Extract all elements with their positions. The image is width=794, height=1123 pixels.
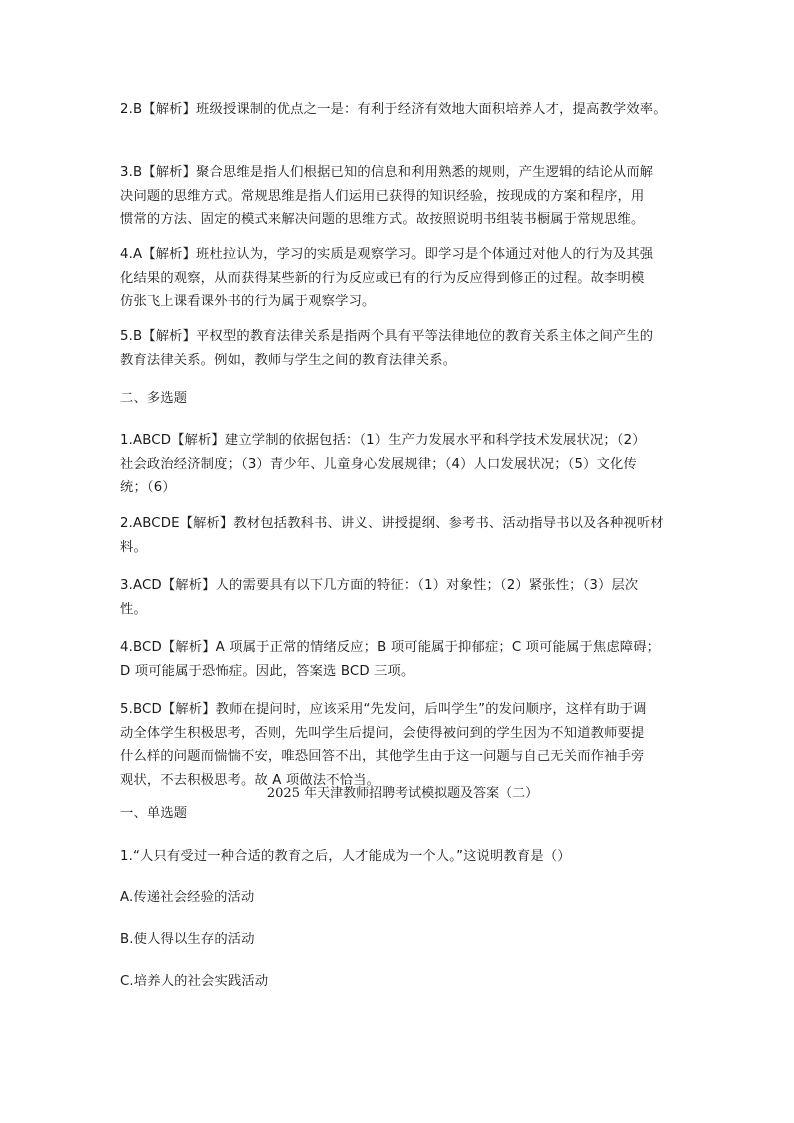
section-heading-multi: 二、多选题 [120,391,188,406]
multi-answer-5-line: 什么样的问题而惴惴不安，唯恐回答不出，其他学生由于这一问题与自己无关而作袖手旁 [120,749,645,764]
multi-answer-5-line: 观状，不去积极思考。故 A 项做法不恰当。 [120,772,381,788]
answer-3 [120,161,685,232]
multi-answer-3 [120,574,685,621]
answer-4-line: 4.A【解析】班杜拉认为，学习的实质是观察学习。即学习是个体通过对他人的行为及其强 [120,247,654,262]
answer-4-line: 仿张飞上课看课外书的行为属于观察学习。 [120,294,376,309]
answer-4 [120,243,685,314]
multi-answer-1-line: 统；（6） [120,480,176,495]
multi-answer-5 [120,698,685,792]
section-heading-single: 一、单选题 [120,806,188,821]
multi-answer-1-line: 1.ABCD【解析】建立学制的依据包括：（1）生产力发展水平和科学技术发展状况；（2） [120,433,646,448]
answer-3-line: 惯常的方法、固定的模式来解决问题的思维方式。故按照说明书组装书橱属于常规思维。 [120,212,645,227]
option-b: B.使人得以生存的活动 [120,932,255,947]
answer-3-line: 决问题的思维方式。常规思维是指人们运用已获得的知识经验，按现成的方案和程序，用 [120,188,645,204]
multi-answer-3-line: 性。 [120,601,147,617]
multi-answer-3-line: 3.ACD【解析】人的需要具有以下几方面的特征：（1）对象性；（2）紧张性；（3）层次 [120,578,639,593]
question-1: 1.“人只有受过一种合适的教育之后，人才能成为一个人。”这说明教育是（） [120,849,571,864]
answer-2 [120,98,685,122]
multi-answer-5-line: 动全体学生积极思考，否则，先叫学生后提问，会使得被问到的学生因为不知道教师要提 [120,725,645,741]
multi-answer-2 [120,512,685,559]
multi-answer-4 [120,636,685,683]
multi-answer-4-line: D 项可能属于恐怖症。因此，答案选 BCD 三项。 [120,663,415,679]
answer-3-line: 3.B【解析】聚合思维是指人们根据已知的信息和利用熟悉的规则，产生逻辑的结论从而解 [120,165,654,180]
answer-2-line: 2.B【解析】班级授课制的优点之一是：有利于经济有效地大面积培养人才，提高教学效率。 [120,102,667,117]
multi-answer-2-line: 2.ABCDE【解析】教材包括教科书、讲义、讲授提纲、参考书、活动指导书以及各种视听材 [120,516,664,531]
answer-5 [120,325,685,372]
multi-answer-5-line: 5.BCD【解析】教师在提问时，应该采用“先发问，后叫学生”的发问顺序，这样有助于调 [120,702,647,717]
multi-answer-4-line: 4.BCD【解析】A 项属于正常的情绪反应；B 项可能属于抑郁症；C 项可能属于焦虑障碍； [120,640,661,655]
multi-answer-1 [120,429,685,500]
option-a: A.传递社会经验的活动 [120,890,255,905]
answer-5-line: 5.B【解析】平权型的教育法律关系是指两个具有平等法律地位的教育关系主体之间产生的 [120,329,654,344]
answer-5-line: 教育法律关系。例如，教师与学生之间的教育法律关系。 [120,352,457,368]
multi-answer-1-line: 社会政治经济制度；（3）青少年、儿童身心发展规律；（4）人口发展状况；（5）文化传 [120,456,637,472]
exam-title: 2025 年天津教师招聘考试模拟题及答案（二） [266,786,539,801]
option-c: C.培养人的社会实践活动 [120,974,269,989]
answer-4-line: 化结果的观察，从而获得某些新的行为反应或已有的行为反应得到修正的过程。故李明模 [120,270,645,286]
multi-answer-2-line: 料。 [120,539,147,555]
